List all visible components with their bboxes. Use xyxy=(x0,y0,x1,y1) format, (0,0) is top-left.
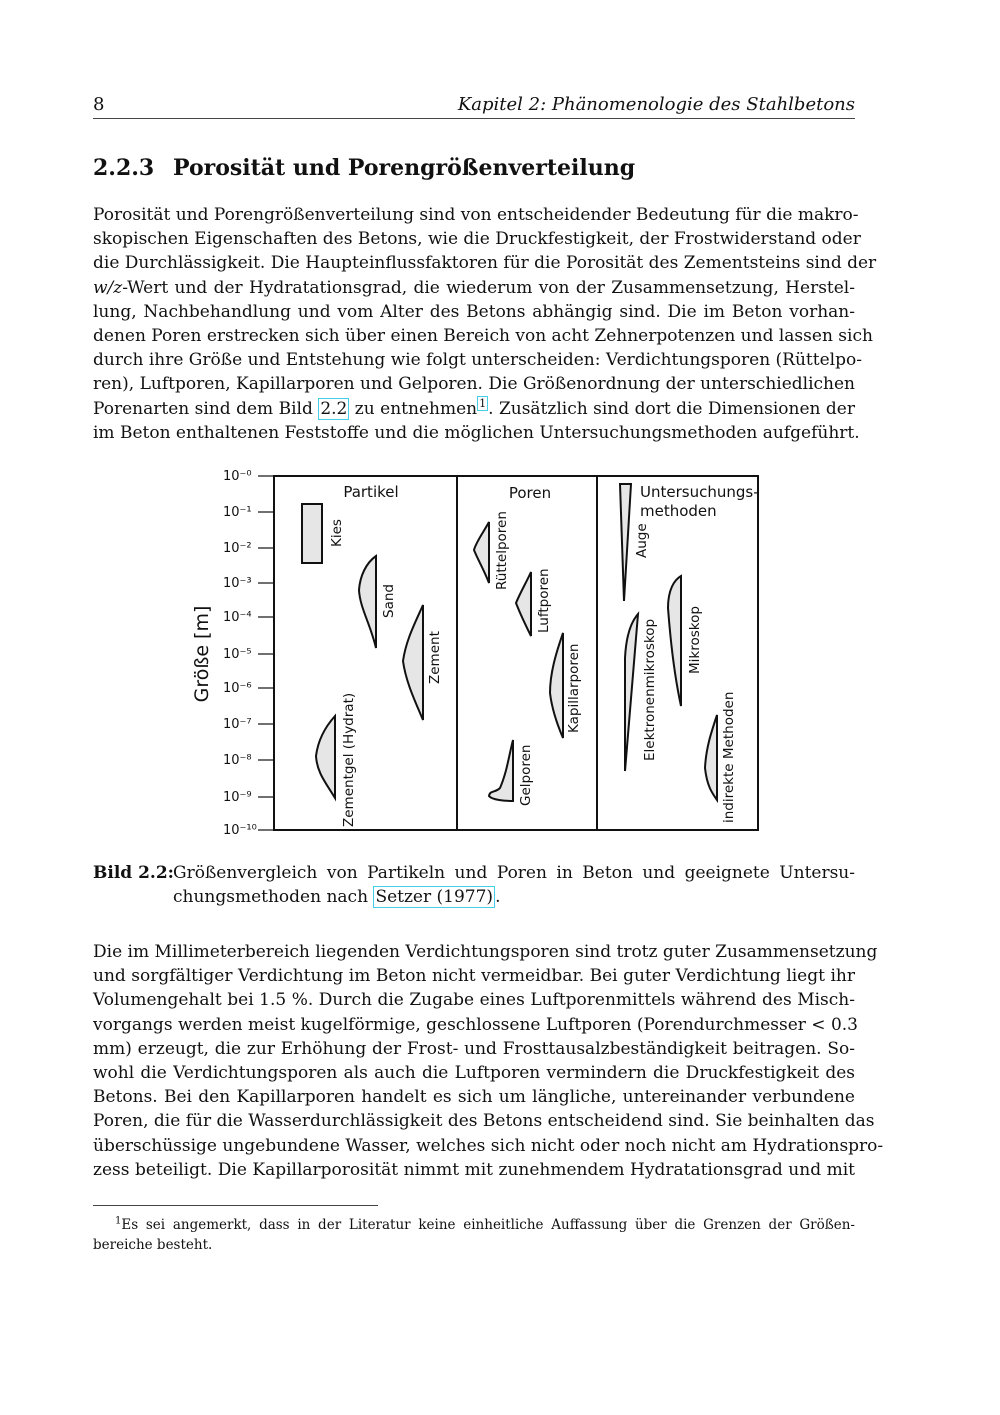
label-mikroskop: Mikroskop xyxy=(687,606,703,674)
footnote xyxy=(93,1215,855,1255)
panel-title-methoden: Untersuchungs- xyxy=(640,483,759,501)
page-number: 8 xyxy=(93,94,105,115)
label-indirekt: indirekte Methoden xyxy=(721,691,737,823)
zementgel-shape xyxy=(316,716,335,798)
label-gelporen: Gelporen xyxy=(518,744,534,806)
citation-link[interactable]: Setzer (1977) xyxy=(375,887,494,907)
size-comparison-diagram xyxy=(180,458,780,848)
text-line: Porosität und Porengrößenverteilung sind von entscheidender Bedeutung für die makro- xyxy=(93,205,859,225)
zement-shape xyxy=(403,605,423,720)
label-auge: Auge xyxy=(634,523,650,558)
auge-shape xyxy=(620,484,631,601)
tick-label: 10⁻⁹ xyxy=(223,790,252,805)
text-line: die Durchlässigkeit. Die Haupteinflussfaktoren für die Porosität des Zementsteins sind der xyxy=(93,253,877,274)
text-line: mm) erzeugt, die zur Erhöhung der Frost- und Frosttausalzbeständigkeit beitragen. So- xyxy=(93,1038,855,1059)
figure-size-comparison xyxy=(180,458,780,848)
ruettelporen-shape xyxy=(474,522,489,583)
indirekt-shape xyxy=(705,715,717,800)
elektronenmikroskop-shape xyxy=(625,614,638,771)
section-number: 2.2.3 xyxy=(93,155,155,181)
text-line: und sorgfältiger Verdichtung im Beton nicht vermeidbar. Bei guter Verdichtung liegt ihr xyxy=(93,966,855,987)
math-wz: w/z xyxy=(93,277,123,298)
label-zement: Zement xyxy=(427,631,443,684)
sand-shape xyxy=(359,556,376,648)
tick-label: 10⁻¹ xyxy=(223,505,252,520)
footnote-link[interactable]: 1 xyxy=(479,396,487,410)
text-line: lung, Nachbehandlung und vom Alter des Betons abhängig sind. Die im Beton vorhan- xyxy=(93,301,855,322)
tick-label: 10⁻⁶ xyxy=(223,681,252,696)
tick-label: 10⁻⁷ xyxy=(223,717,252,732)
panel-title-partikel: Partikel xyxy=(343,483,399,501)
label-elektronenmikroskop: Elektronenmikroskop xyxy=(642,618,658,761)
label-kapillarporen: Kapillarporen xyxy=(566,643,582,733)
kies-bar xyxy=(302,504,322,563)
text-line: skopischen Eigenschaften des Betons, wie die Druckfestigkeit, der Frostwiderstand oder xyxy=(93,229,861,250)
text-line: w/z-Wert und der Hydratationsgrad, die wiederum von der Zusammensetzung, Herstel- xyxy=(93,277,855,298)
mikroskop-shape xyxy=(668,576,681,706)
running-title: Kapitel 2: Phänomenologie des Stahlbetons xyxy=(457,94,855,115)
text-line: vorgangs werden meist kugelförmige, geschlossene Luftporen (Porendurchmesser < 0.3 xyxy=(93,1014,858,1035)
caption-line: Größenvergleich von Partikeln und Poren in Beton und geeignete Untersu- xyxy=(173,863,855,883)
panel-title-poren: Poren xyxy=(508,484,552,502)
caption-label: Bild 2.2: xyxy=(93,863,174,883)
paragraph-porosity xyxy=(93,203,877,445)
text-line: denen Poren erstrecken sich über einen Bereich von acht Zehnerpotenzen und lassen sich xyxy=(93,325,873,346)
caption-line: chungsmethoden nach Setzer (1977) . xyxy=(173,887,501,907)
tick-label: 10⁻¹⁰ xyxy=(223,823,257,838)
tick-label: 10⁻⁴ xyxy=(223,610,252,625)
text-line: Volumengehalt bei 1.5 %. Durch die Zugabe eines Luftporenmittels während des Misch- xyxy=(93,990,855,1011)
tick-label: 10⁻² xyxy=(223,541,252,556)
label-sand: Sand xyxy=(381,584,397,618)
text-line: wohl die Verdichtungsporen als auch die Luftporen vermindern die Druckfestigkeit des xyxy=(93,1062,855,1083)
particle-shapes xyxy=(302,504,423,798)
paragraph-pore-types xyxy=(93,940,884,1182)
tick-label: 10⁻³ xyxy=(223,576,252,591)
label-luftporen: Luftporen xyxy=(536,568,552,633)
running-header xyxy=(93,92,855,119)
text-line: Die im Millimeterbereich liegenden Verdichtungsporen sind trotz guter Zusammensetzung xyxy=(93,942,878,962)
footnote-rule xyxy=(93,1205,378,1206)
text-line: ren), Luftporen, Kapillarporen und Gelporen. Die Größenordnung der unterschiedlichen xyxy=(93,374,855,395)
luftporen-shape xyxy=(516,572,531,636)
tick-label: 10⁻⁰ xyxy=(223,469,252,484)
panel-title-methoden-2: methoden xyxy=(640,502,717,520)
text-line: durch ihre Größe und Entstehung wie folgt unterscheiden: Verdichtungsporen (Rüttelpo- xyxy=(93,350,862,371)
label-zementgel: Zementgel (Hydrat) xyxy=(341,692,357,827)
label-ruettelporen: Rüttelporen xyxy=(494,511,510,590)
text-line: im Beton enthaltenen Feststoffe und die möglichen Untersuchungsmethoden aufgeführt. xyxy=(93,422,860,443)
section-heading xyxy=(93,155,635,181)
footnote-mark: 1 xyxy=(115,1215,122,1227)
tick-label: 10⁻⁸ xyxy=(223,753,252,768)
figure-reference-link[interactable]: 2.2 xyxy=(320,398,348,419)
text-line: überschüssige ungebundene Wasser, welches sich nicht oder noch nicht am Hydrationspro- xyxy=(93,1135,884,1156)
gelporen-shape xyxy=(489,740,513,801)
text-line: Poren, die für die Wasserdurchlässigkeit des Betons entscheidend sind. Sie beinhalten das xyxy=(93,1111,875,1132)
footnote-line: bereiche besteht. xyxy=(93,1237,213,1253)
text-line: Porenarten sind dem Bild 2.2 zu entnehmen $^1$ . Zusätzlich sind dort die Dimensionen der xyxy=(93,396,855,419)
y-axis-ticks xyxy=(223,469,257,838)
text-line: zess beteiligt. Die Kapillarporosität nimmt mit zunehmendem Hydratationsgrad und mit xyxy=(93,1159,855,1180)
kapillarporen-shape xyxy=(550,633,563,738)
footnote-line: $^1$Es sei angemerkt, dass in der Literatur keine einheitliche Auffassung über die Grenzen der Größen- xyxy=(115,1215,855,1233)
tick-marks xyxy=(258,476,274,830)
tick-label: 10⁻⁵ xyxy=(223,647,252,662)
section-title: Porosität und Porengrößenverteilung xyxy=(173,155,636,181)
label-kies: Kies xyxy=(329,519,345,547)
text-line: Betons. Bei den Kapillarporen handelt es sich um längliche, untereinander verbundene xyxy=(93,1087,855,1108)
y-axis-label: Größe [m] xyxy=(191,605,213,703)
